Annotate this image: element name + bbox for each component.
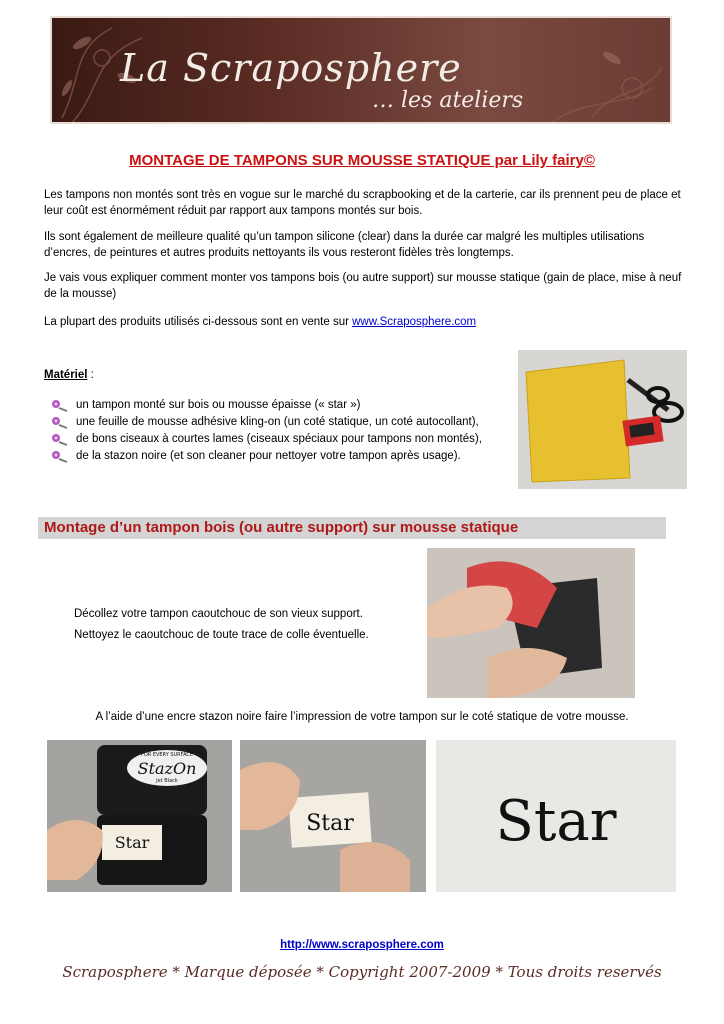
step2-text: A l’aide d’une encre stazon noire faire l’impression de votre tampon sur le coté statique de votre mousse. (95, 711, 629, 723)
materiel-item-1: un tampon monté sur bois ou mousse épaisse (« star ») (76, 399, 361, 411)
materiel-item-4: de la stazon noire (et son cleaner pour nettoyer votre tampon après usage). (76, 450, 461, 462)
list-item (50, 397, 482, 414)
materials-photo (518, 350, 687, 489)
materiel-heading (44, 369, 94, 381)
peeling-stamp-photo (427, 548, 635, 698)
stazon-inkpad-photo (47, 740, 232, 892)
flower-bullet-icon (50, 450, 70, 464)
stamp-word-text: Star (306, 811, 354, 836)
footer-link[interactable]: http://www.scraposphere.com (280, 939, 444, 951)
copyright-notice: Scraposphere * Marque déposée * Copyright 2007-2009 * Tous droits reservés (62, 963, 662, 981)
materiel-item-2: une feuille de mousse adhésive kling-on (un coté statique, un coté autocollant), (76, 416, 479, 428)
stamped-foam-photo (436, 740, 676, 892)
step1-line1: Décollez votre tampon caoutchouc de son vieux support. (74, 608, 363, 620)
stamp-inked-photo (240, 740, 426, 892)
materiel-colon: : (87, 369, 94, 381)
intro-paragraph-1: Les tampons non montés sont très en vogue sur le marché du scrapbooking et de la carterie, car ils prennent peu de place et leur coût est énormément réduit par rapport aux tampons montés sur bois. (44, 189, 681, 217)
page-title: MONTAGE DE TAMPONS SUR MOUSSE STATIQUE par Lily fairy© (129, 152, 595, 169)
list-item (50, 431, 482, 448)
intro-paragraph-2: Ils sont également de meilleure qualité qu’un tampon silicone (clear) dans la durée car malgré les multiples utilisations d’encres, de peintures et autres produits nettoyants ils vous resteront fidèles très longtemps. (44, 231, 645, 259)
flower-bullet-icon (50, 433, 70, 447)
list-item (50, 414, 482, 431)
inkpad-brand-text: StazOn (137, 759, 197, 778)
intro-paragraph-4 (44, 314, 684, 330)
materiel-label: Matériel (44, 369, 88, 381)
materiel-list (50, 397, 482, 465)
intro-paragraph-4-text: La plupart des produits utilisés ci-dessous sont en vente sur (44, 316, 353, 328)
inkpad-color-text: Jet Black (156, 778, 178, 784)
header-banner (50, 16, 672, 124)
intro-paragraph-3: Je vais vous expliquer comment monter vos tampons bois (ou autre support) sur mousse statique (gain de place, mise à neuf de la mousse) (44, 272, 682, 300)
stamp-word-text: Star (495, 789, 617, 854)
banner-title: La Scraposphere (120, 46, 462, 90)
flower-bullet-icon (50, 399, 70, 413)
list-item (50, 448, 482, 465)
scraposphere-link[interactable]: www.Scraposphere.com (352, 316, 477, 328)
flower-bullet-icon (50, 416, 70, 430)
materiel-item-3: de bons ciseaux à courtes lames (ciseaux spéciaux pour tampons non montés), (76, 433, 482, 445)
banner-subtitle: … les ateliers (372, 88, 524, 113)
stamp-word-text: Star (114, 833, 150, 852)
section-heading: Montage d’un tampon bois (ou autre support) sur mousse statique (38, 517, 666, 539)
inkpad-small-text: FOR EVERY SURFACE (140, 752, 194, 758)
step1-line2: Nettoyez le caoutchouc de toute trace de colle éventuelle. (74, 629, 369, 641)
